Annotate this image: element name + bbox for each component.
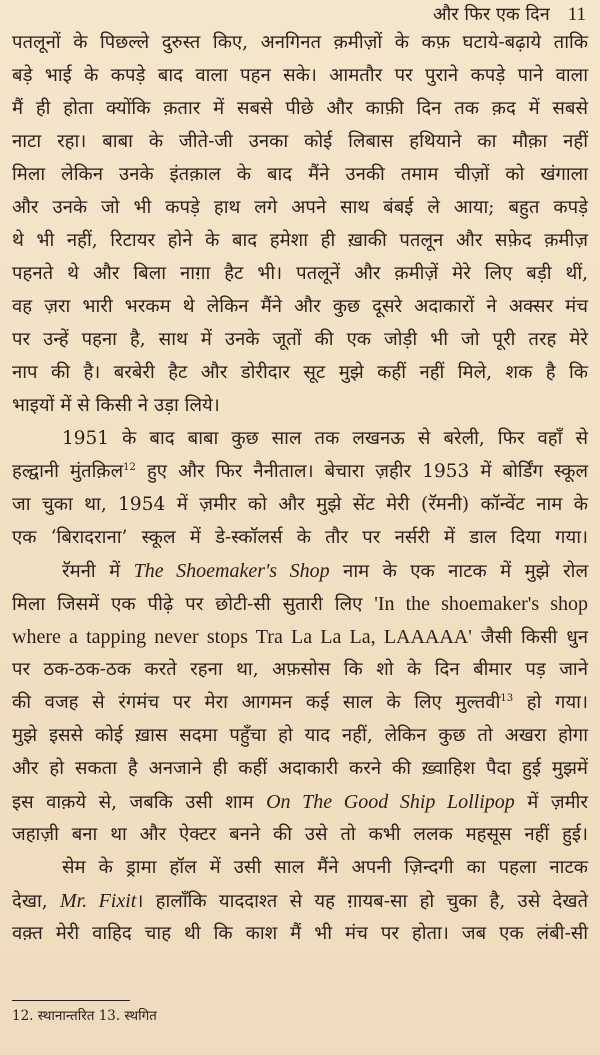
text-segment: हल्द्वानी मुंतक़िल xyxy=(12,461,124,482)
text-line xyxy=(12,391,588,421)
footnote-marker: 13 xyxy=(500,692,514,704)
text-segment: 1951 के बाद बाबा कुछ साल तक लखनऊ से बरेली, फिर वहाँ से xyxy=(62,428,588,449)
page-number: 11 xyxy=(567,4,586,25)
running-header xyxy=(433,2,586,26)
text-line xyxy=(12,820,588,850)
text-line xyxy=(12,721,588,751)
text-segment: और हो सकता है अनजाने ही कहीं अदाकारी करने की ख़्वाहिश पैदा हुई मुझमें xyxy=(12,758,588,779)
text-segment: एक ‘बिरादराना’ स्कूल में डे-स्कॉलर्स के तौर पर नर्सरी में डाल दिया गया। xyxy=(12,527,588,548)
text-segment: जा चुका था, 1954 में ज़मीर को और मुझे सेंट मेरी (रॅमनी) कॉन्वेंट नाम के xyxy=(12,494,588,515)
text-line xyxy=(12,127,588,157)
text-line xyxy=(12,28,588,58)
text-line xyxy=(62,853,588,883)
text-line xyxy=(12,523,588,553)
text-segment: । हालाँकि याददाश्त से यह ग़ायब-सा हो चुका है, उसे देखते xyxy=(136,891,588,912)
text-segment: थे भी नहीं, रिटायर होने के बाद हमेशा ही ख़ाकी पतलून और सफ़ेद क़मीज़ xyxy=(12,230,588,251)
text-segment: मिला जिसमें एक पीढ़े पर छोटी-सी सुतारी लिए xyxy=(12,594,375,615)
text-segment: वह ज़रा भारी भरकम थे लेकिन मैंने और कुछ दूसरे अदाकारों ने अक्सर मंच xyxy=(12,296,588,317)
text-line xyxy=(12,94,588,124)
text-segment: 'In the shoemaker's shop xyxy=(374,593,588,615)
text-line xyxy=(12,589,588,619)
text-line xyxy=(12,919,588,949)
text-segment: पर ठक-ठक-ठक करते रहना था, अफ़सोस कि शो के दिन बीमार पड़ जाने xyxy=(12,659,588,680)
text-segment: में ज़मीर xyxy=(514,792,588,813)
italic-title: Mr. Fixit xyxy=(59,890,137,912)
text-segment: पर उन्हें पहना है, साथ में उनके जूतों की एक जोड़ी भी जो पूरी तरह मेरे xyxy=(12,329,588,350)
text-line xyxy=(12,490,588,520)
text-line xyxy=(12,325,588,355)
text-segment: इस वाक़ये से, जबकि उसी शाम xyxy=(12,792,267,813)
text-line xyxy=(12,160,588,190)
text-segment: हुए और फिर नैनीताल। बेचारा ज़हीर 1953 में बोर्डिंग स्कूल xyxy=(135,461,588,482)
text-segment: बड़े भाई के कपड़े बाद वाला पहन सके। आमतौर पर पुराने कपड़े पाने वाला xyxy=(12,65,588,86)
text-segment: की वजह से रंगमंच पर मेरा आगमन कई साल के लिए मुल्तवी xyxy=(12,692,501,713)
text-segment: where a tapping never stops Tra La La La, LAAAAA' xyxy=(12,626,472,648)
text-segment: पहनते थे और बिला नाग़ा हैट भी। पतलूनें और क़मीज़ें मेरे लिए बड़ी थीं, xyxy=(12,263,588,284)
text-segment: भाइयों में से किसी ने उड़ा लिये। xyxy=(12,395,220,416)
text-segment: नाम के एक नाटक में मुझे रोल xyxy=(329,561,588,582)
footnote-marker: 12 xyxy=(123,461,136,473)
text-segment: मिला लेकिन उनके इंतक़ाल के बाद मैंने उनकी तमाम चीज़ों को खंगाला xyxy=(12,164,588,185)
text-line xyxy=(12,886,588,916)
text-segment: सेम के ड्रामा हॉल में उसी साल मैंने अपनी ज़िन्दगी का पहला नाटक xyxy=(62,857,588,878)
text-line xyxy=(62,424,588,454)
italic-title: The Shoemaker's Shop xyxy=(133,560,330,582)
text-line xyxy=(12,358,588,388)
text-segment: जहाज़ी बना था और ऐक्टर बनने की उसे तो कभी ललक महसूस नहीं हुई। xyxy=(12,824,588,845)
text-line xyxy=(12,226,588,256)
text-line xyxy=(12,754,588,784)
text-segment: जैसी किसी धुन xyxy=(471,627,588,648)
text-segment: और उनके जो भी कपड़े हाथ लगे अपने साथ बंबई ले आया; बहुत कपड़े xyxy=(12,197,588,218)
chapter-title: और फिर एक दिन xyxy=(432,4,550,25)
text-line xyxy=(12,688,588,718)
text-line xyxy=(12,622,588,652)
text-line xyxy=(12,61,588,91)
text-line xyxy=(12,193,588,223)
text-segment: हो गया। xyxy=(513,692,588,713)
text-segment: नाप की है। बरबेरी हैट और डोरीदार सूट मुझे कहीं नहीं मिले, शक है कि xyxy=(12,362,588,383)
text-segment: मैं ही होता क्योंकि क़तार में सबसे पीछे और काफ़ी दिन तक क़द में सबसे xyxy=(12,98,588,119)
text-line xyxy=(62,556,588,586)
text-line xyxy=(12,655,588,685)
text-segment: नाटा रहा। बाबा के जीते-जी उनका कोई लिबास हथियाने का मौक़ा नहीं xyxy=(12,131,588,152)
footnotes: 12. स्थानान्तरित 13. स्थगित xyxy=(12,1008,157,1024)
footnote-rule xyxy=(12,1000,130,1001)
text-line xyxy=(12,457,588,487)
text-segment: देखा, xyxy=(12,891,60,912)
text-line xyxy=(12,259,588,289)
text-line xyxy=(12,292,588,322)
italic-title: On The Good Ship Lollipop xyxy=(266,791,515,813)
text-segment: वक़्त मेरी वाहिद चाह थी कि काश मैं भी मंच पर होता। जब एक लंबी-सी xyxy=(12,923,588,944)
text-line xyxy=(12,787,588,817)
text-segment: रॅमनी में xyxy=(62,561,134,582)
text-segment: मुझे इससे कोई ख़ास सदमा पहुँचा हो याद नहीं, लेकिन कुछ तो अखरा होगा xyxy=(12,725,588,746)
text-segment: पतलूनों के पिछल्ले दुरुस्त किए, अनगिनत क़मीज़ों के कफ़ घटाये-बढ़ाये ताकि xyxy=(12,32,588,53)
